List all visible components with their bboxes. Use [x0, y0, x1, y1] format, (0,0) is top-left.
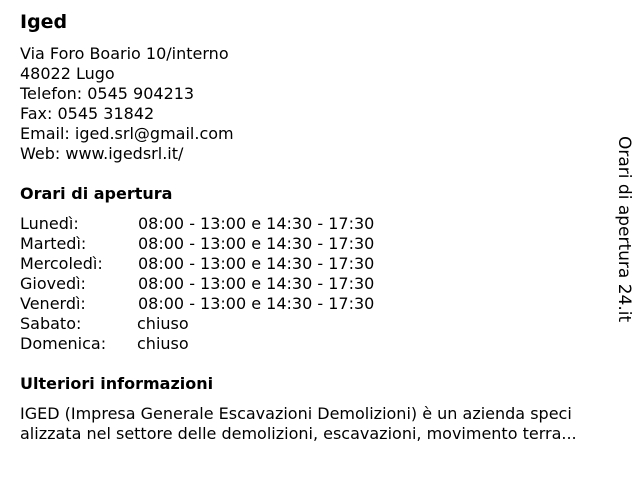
hours-row-friday	[20, 294, 460, 314]
opening-time: 08:00 - 13:00 e 14:30 - 17:30	[138, 274, 375, 293]
city-line: 48022 Lugo	[20, 64, 115, 83]
hours-row-monday	[20, 214, 460, 234]
more-info-heading: Ulteriori informazioni	[20, 374, 214, 393]
email-line: Email: iged.srl@gmail.com	[20, 124, 234, 143]
business-name: Iged	[20, 11, 68, 33]
opening-time: chiuso	[137, 314, 189, 333]
description	[20, 404, 630, 444]
day-label: Mercoledì:	[20, 254, 103, 273]
day-label: Giovedì:	[20, 274, 86, 293]
opening-time: 08:00 - 13:00 e 14:30 - 17:30	[138, 254, 375, 273]
opening-hours-heading: Orari di apertura	[20, 184, 173, 203]
site-watermark: Orari di apertura 24.it	[614, 136, 634, 323]
hours-row-thursday	[20, 274, 460, 294]
phone-line: Telefon: 0545 904213	[20, 84, 195, 103]
fax-line: Fax: 0545 31842	[20, 104, 155, 123]
day-label: Martedì:	[20, 234, 87, 253]
day-label: Venerdì:	[20, 294, 86, 313]
opening-time: chiuso	[137, 334, 189, 353]
description-line: alizzata nel settore delle demolizioni, escavazioni, movimento terra...	[20, 424, 577, 443]
opening-time: 08:00 - 13:00 e 14:30 - 17:30	[138, 234, 375, 253]
opening-time: 08:00 - 13:00 e 14:30 - 17:30	[138, 214, 375, 233]
description-line: IGED (Impresa Generale Escavazioni Demolizioni) è un azienda speci	[20, 404, 572, 423]
day-label: Lunedì:	[20, 214, 79, 233]
hours-row-tuesday	[20, 234, 460, 254]
day-label: Sabato:	[20, 314, 82, 333]
address-line: Via Foro Boario 10/interno	[20, 44, 229, 63]
web-line: Web: www.igedsrl.it/	[20, 144, 184, 163]
hours-row-sunday	[20, 334, 460, 354]
hours-row-saturday	[20, 314, 460, 334]
opening-time: 08:00 - 13:00 e 14:30 - 17:30	[138, 294, 375, 313]
hours-row-wednesday	[20, 254, 460, 274]
day-label: Domenica:	[20, 334, 107, 353]
